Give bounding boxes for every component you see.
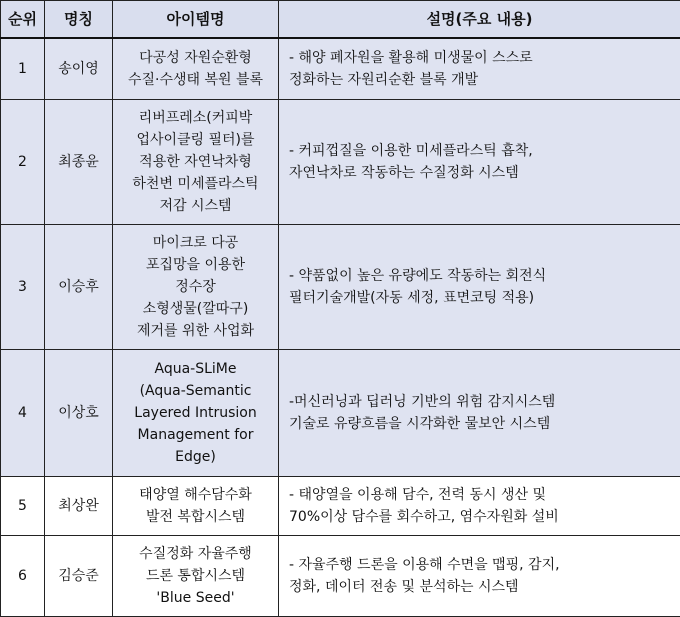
- table-row: [1, 350, 680, 477]
- item-cell: Aqua-SLiMe (Aqua-Semantic Layered Intrusion Management for Edge): [113, 350, 279, 477]
- table-row: [1, 225, 680, 350]
- item-cell: 다공성 자원순환형 수질·수생태 복원 블록: [113, 38, 279, 100]
- table-row: [1, 100, 680, 225]
- rank-cell: 6: [1, 536, 45, 617]
- rank-cell: 1: [1, 38, 45, 100]
- description-cell: - 약품없이 높은 유량에도 작동하는 회전식 필터기술개발(자동 세정, 표면코팅 적용): [279, 225, 680, 350]
- table-row: [1, 38, 680, 100]
- item-cell: 마이크로 다공 포집망을 이용한 정수장 소형생물(깔따구) 제거를 위한 사업화: [113, 225, 279, 350]
- name-cell: 김승준: [45, 536, 113, 617]
- rank-cell: 2: [1, 100, 45, 225]
- table-row: [1, 477, 680, 536]
- name-cell: 이승후: [45, 225, 113, 350]
- table-row: [1, 536, 680, 617]
- name-cell: 최종윤: [45, 100, 113, 225]
- name-cell: 최상완: [45, 477, 113, 536]
- item-cell: 수질정화 자율주행 드론 통합시스템 'Blue Seed': [113, 536, 279, 617]
- header-rank: 순위: [1, 1, 45, 39]
- rank-cell: 4: [1, 350, 45, 477]
- description-cell: - 자율주행 드론을 이용해 수면을 맵핑, 감지, 정화, 데이터 전송 및 분석하는 시스템: [279, 536, 680, 617]
- rank-cell: 3: [1, 225, 45, 350]
- item-cell: 리버프레소(커피박 업사이클링 필터)를 적용한 자연낙차형 하천변 미세플라스틱 저감 시스템: [113, 100, 279, 225]
- header-item: 아이템명: [113, 1, 279, 39]
- header-name: 명칭: [45, 1, 113, 39]
- name-cell: 이상호: [45, 350, 113, 477]
- header-description: 설명(주요 내용): [279, 1, 680, 39]
- description-cell: - 태양열을 이용해 담수, 전력 동시 생산 및 70%이상 담수를 회수하고, 염수자원화 설비: [279, 477, 680, 536]
- rank-cell: 5: [1, 477, 45, 536]
- header-row: [1, 1, 680, 39]
- description-cell: - 커피껍질을 이용한 미세플라스틱 흡착, 자연낙차로 작동하는 수질정화 시스템: [279, 100, 680, 225]
- name-cell: 송이영: [45, 38, 113, 100]
- item-cell: 태양열 해수담수화 발전 복합시스템: [113, 477, 279, 536]
- description-cell: - 해양 폐자원을 활용해 미생물이 스스로 정화하는 자원리순환 블록 개발: [279, 38, 680, 100]
- description-cell: -머신러닝과 딥러닝 기반의 위험 감지시스템 기술로 유량흐름을 시각화한 물보안 시스템: [279, 350, 680, 477]
